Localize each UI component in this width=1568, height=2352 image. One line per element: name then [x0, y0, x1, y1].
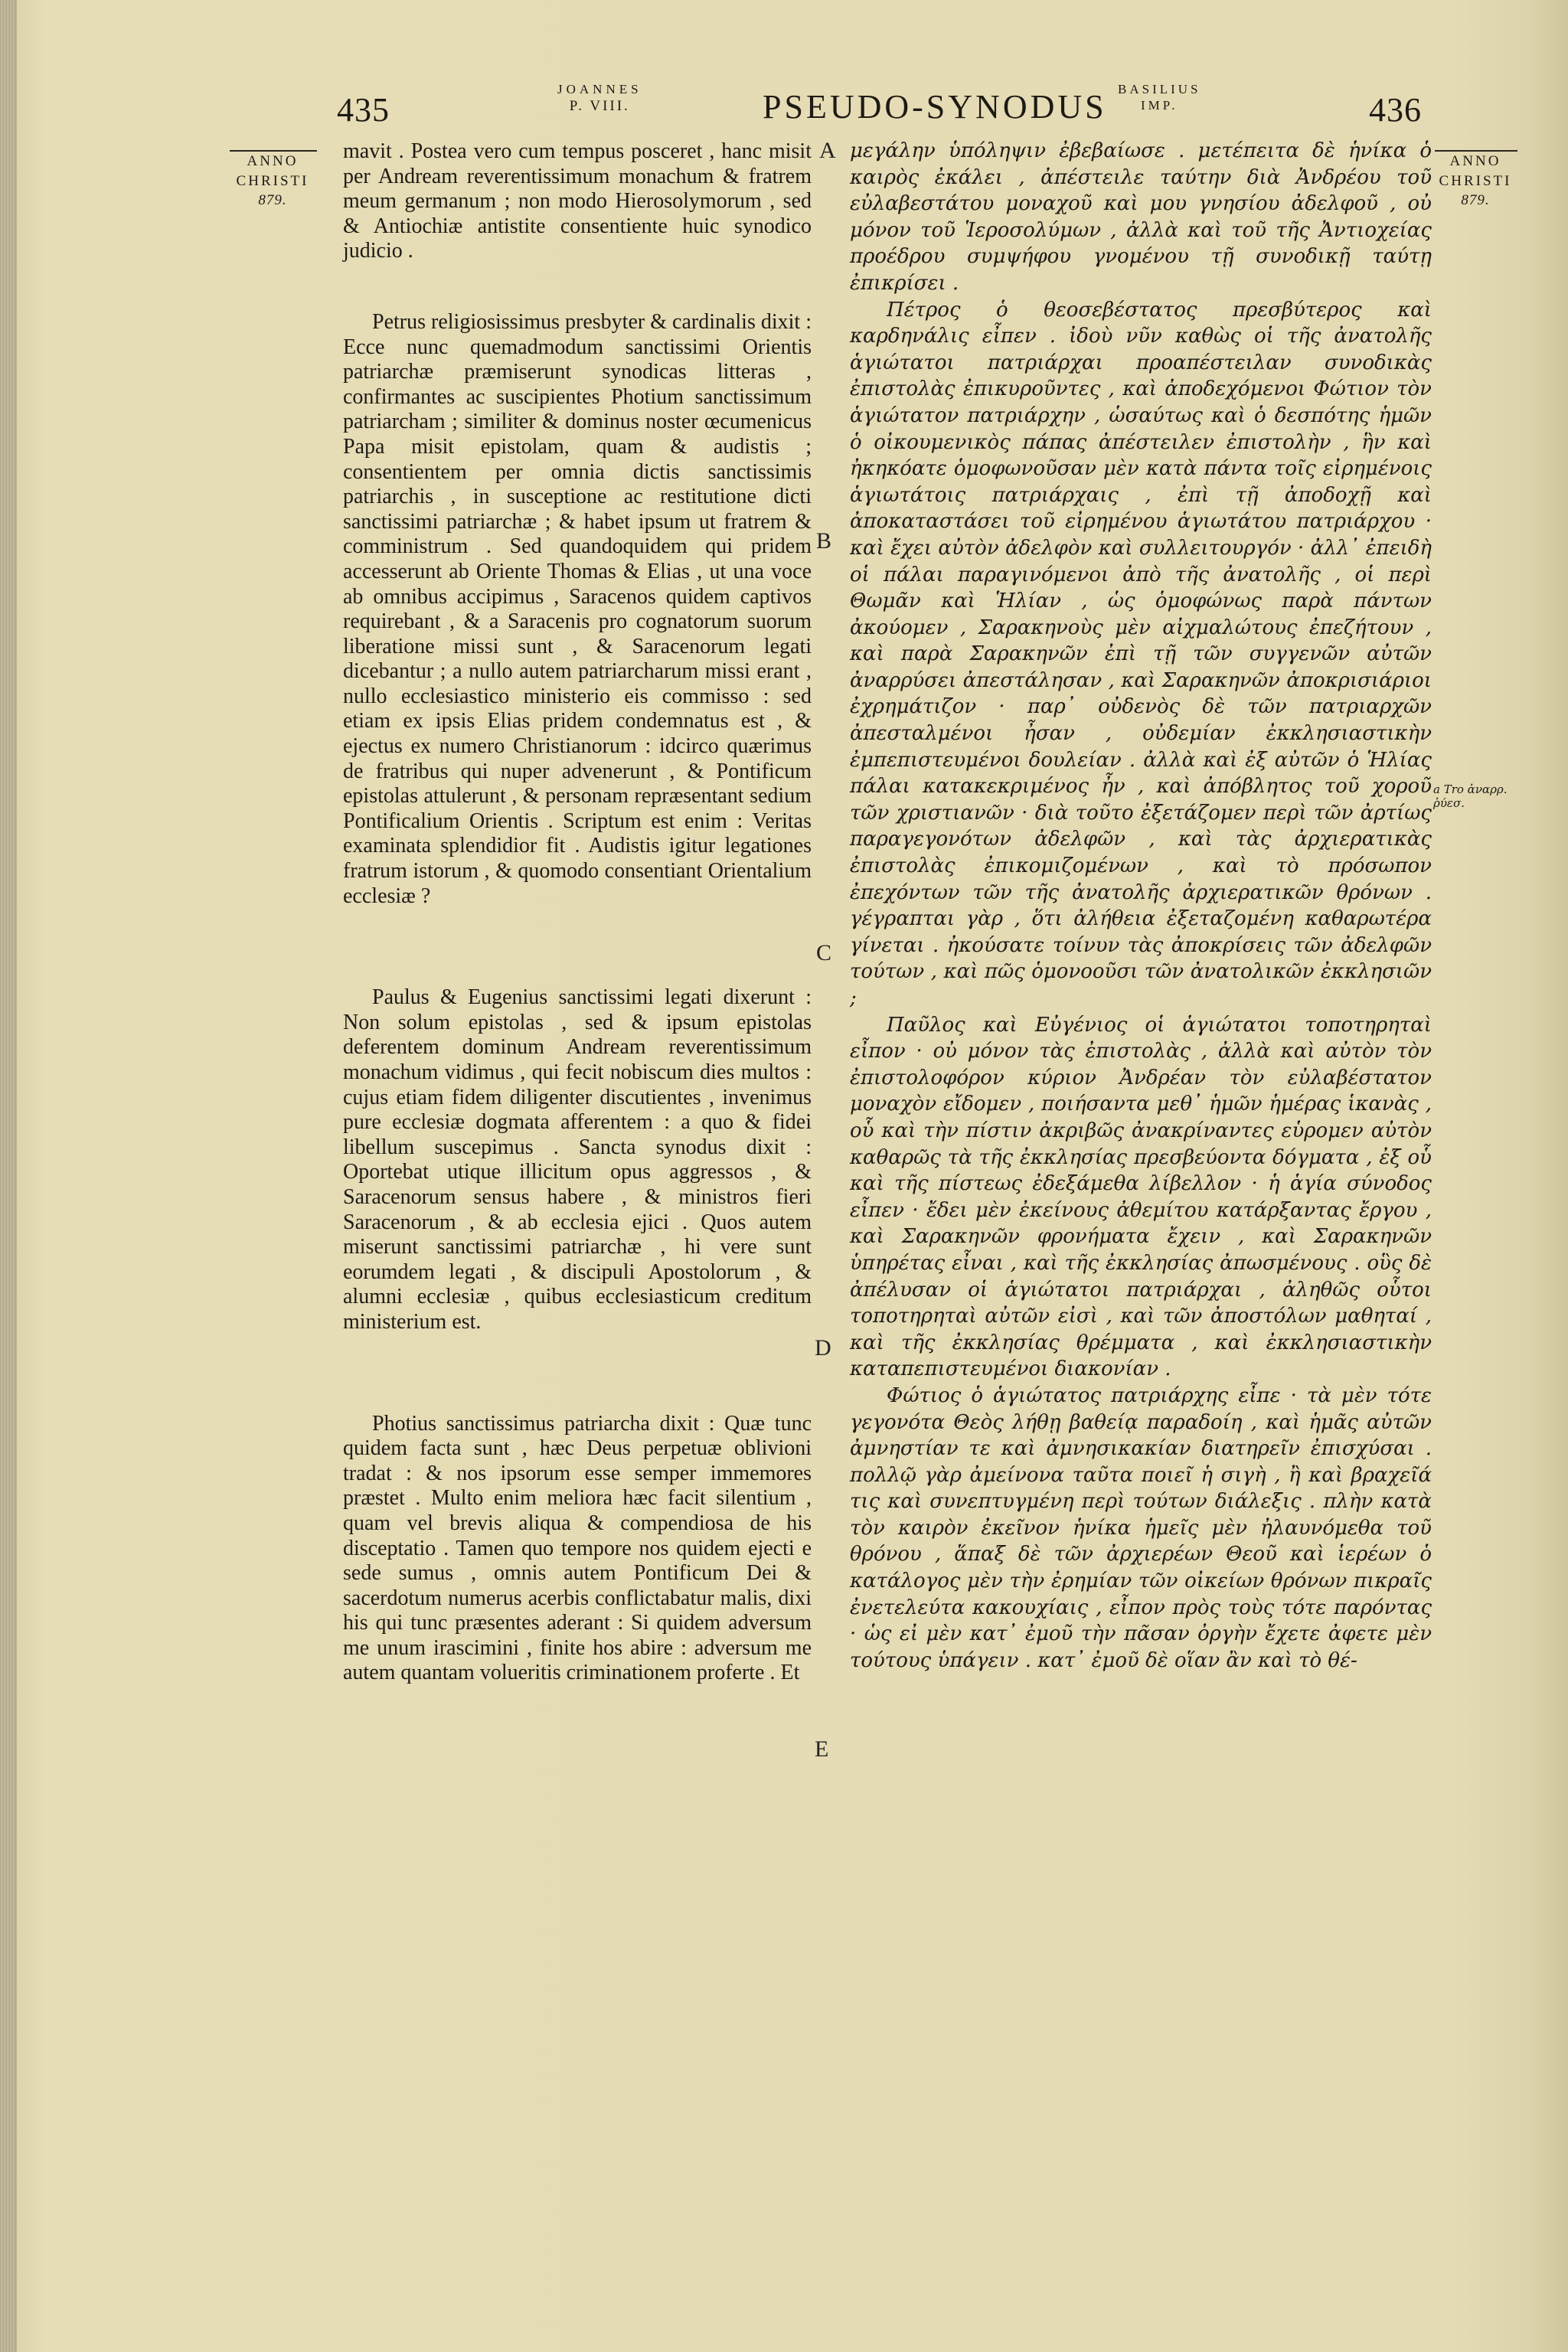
page-edge-stack — [0, 0, 17, 2352]
latin-paragraph-3: Paulus & Eugenius sanctissimi legati dixerunt : Non solum epistolas , sed & ipsum epistolas deferentem dominum Andream reverentissimum monachum vidimus , qui fecit nobiscum dies multos : cujus etiam fidem diligenter discutientes , invenimus pure ecclesiæ dogmata afferentem : a quo & fidei libellum suscepimus . Sancta synodus dixit : Oportebat utique illicitum opus aggressos , & Saracenorum sensus habere , & ministros fieri Saracenorum , & ab ecclesia ejici . Quos autem miserunt sanctissimi patriarchæ , hi vere sunt eorumdem legati , & discipuli Apostolorum , & alumni ecclesiæ , quibus ecclesiasticum creditum ministerium est. — [343, 985, 812, 1334]
latin-paragraph-2: Petrus religiosissimus presbyter & cardinalis dixit : Ecce nunc quemadmodum sanctissimi Orientis patriarchæ præmiserunt synodicas litteras , confirmantes ac suscipientes Photium sanctissimum patriarcham ; similiter & dominus noster œcumenicus Papa misit epistolam, quam & audistis ; consentientem per omnia dictis sanctissimis patriarchis , in susceptione ac restitutione dicti sanctissimi patriarchæ ; & habet ipsum ut fratrem & comministrum . Sed quandoquidem qui pridem accesserunt ab Oriente Thomas & Elias , ut una voce ab omnibus accipimus , Saracenos quidem captivos requirebant , & a Saracenis pro cognatorum suorum liberatione missi sunt , & Saracenorum legati dicebantur ; a nullo autem patriarcharum missi erant , nullo ecclesiastico ministerio eis commisso : sed etiam ex ipsis Elias pridem condemnatus est , & ejectus ex numero Christianorum : idcirco quærimus de fratribus qui nuper advenerunt , & Pontificum epistolas attulerunt , & personam repræsentant sedium Pontificalium Orientis . Scriptum est enim : Veritas examinata splendidior fit . Audistis igitur legationes fratrum istorum , & quomodo consentiant Orientalium ecclesiæ ? — [343, 309, 812, 908]
anno-right-line2: CHRISTI — [1439, 172, 1512, 189]
margin-letter-c: C — [816, 940, 832, 965]
anno-christi-left — [227, 152, 318, 211]
margin-letter-d: D — [815, 1335, 831, 1361]
running-head-right — [1118, 81, 1201, 114]
latin-column — [343, 139, 812, 1686]
latin-paragraph-4: Photius sanctissimus patriarcha dixit : Quæ tunc quidem facta sunt , hæc Deus perpetuæ oblivioni tradat : & nos ipsorum esse semper immemores præstet . Multo enim meliora hæc facit silentium , quam vel brevis aliqua & compendiosa de his disceptatio . Tamen quo tempore nos quidem ejecti e sede sumus , omnis autem Pontificum Dei & sacerdotum numerus acerbis conflictabatur malis, dixi his qui tunc præsentes aderant : Si quidem adversum me unum irascimini , finite hos abire : adversum me autem quantam volueritis criminationem proferte . Et — [343, 1411, 812, 1685]
running-head-left-top: JOANNES — [557, 82, 642, 96]
running-head-left — [557, 81, 642, 116]
running-head-right-bottom: IMP. — [1140, 98, 1178, 113]
anno-left-line1: ANNO — [247, 153, 299, 169]
greek-paragraph-4: Φώτιος ὁ ἁγιώτατος πατριάρχης εἶπε · τὰ μὲν τότε γεγονότα Θεὸς λήθῃ βαθείᾳ παραδοίη , καὶ ἡμᾶς αὐτῶν ἀμνηστίαν τε καὶ ἀμνησικακίαν διατηρεῖν ἐπισχύσαι . πολλῷ γὰρ ἀμείνονα ταῦτα ποιεῖ ἡ σιγὴ , ἢ καὶ βραχεῖά τις καὶ συνεπτυγμένη περὶ τούτων διάλεξις . πλὴν κατὰ τὸν καιρὸν ἐκεῖνον ἡνίκα ἡμεῖς μὲν ἠλαυνόμεθα τοῦ θρόνου , ἅπαξ δὲ τῶν ἀρχιερέων Θεοῦ καὶ ἱερέων ὁ κατάλογος μὲν τὴν ἐρημίαν τῶν οἰκείων θρόνων πικραῖς ἐνετελεύτα κακουχίαις , εἶπον πρὸς τοὺς τότε παρόντας · ὡς εἰ μὲν κατ᾽ ἐμοῦ τὴν πᾶσαν ὀργὴν ἔχετε ἀφετε μὲν τούτους ὑπάγειν . κατ᾽ ἐμοῦ δὲ οἵαν ἂν καὶ τὸ θέ- — [850, 1383, 1432, 1672]
page-number-right: 436 — [1369, 91, 1422, 129]
greek-margin-note: a Tro ἀναρρ. ῥύεσ. — [1433, 782, 1508, 810]
margin-letter-b: B — [816, 528, 832, 554]
page-title: PSEUDO-SYNODUS — [763, 88, 1107, 126]
greek-paragraph-1: μεγάλην ὑπόληψιν ἐβεβαίωσε . μετέπειτα δὲ ἡνίκα ὁ καιρὸς ἐκάλει , ἀπέστειλε ταύτην διὰ Ἀνδρέου τοῦ εὐλαβεστάτου μοναχοῦ καὶ μου γνησίου ἀδελφοῦ , οὐ μόνον τοῦ Ἱεροσολύμων , ἀλλὰ καὶ τοῦ τῆς Ἀντιοχείας προέδρου συμψήφου γνομένου τῇ συνοδικῇ ταύτῃ ἐπικρίσει . — [850, 139, 1432, 295]
anno-right-year: 879. — [1461, 192, 1490, 209]
margin-letter-e: E — [815, 1736, 829, 1762]
anno-left-line2: CHRISTI — [236, 172, 309, 189]
anno-right-line1: ANNO — [1449, 153, 1501, 169]
anno-left-year: 879. — [258, 192, 287, 209]
greek-paragraph-2: Πέτρος ὁ θεοσεβέστατος πρεσβύτερος καὶ καρδηνάλις εἶπεν . ἰδοὺ νῦν καθὼς οἱ τῆς ἀνατολῆς ἁγιώτατοι πατριάρχαι προαπέστειλαν συνοδικὰς ἐπιστολὰς ἐπικυροῦντες , καὶ ἀποδεχόμενοι Φώτιον τὸν ἁγιώτατον πατριάρχην , ὡσαύτως καὶ ὁ δεσπότης ἡμῶν ὁ οἰκουμενικὸς πάπας ἀπέστειλεν ἐπιστολὴν , ἣν καὶ ἠκηκόατε ὁμοφωνοῦσαν μὲν κατὰ πάντα τοῖς εἰρημένοις ἁγιωτάτοις πατριάρχαις , ἐπὶ τῇ ἀποδοχῇ καὶ ἀποκαταστάσει τοῦ εἰρημένου ἁγιωτάτου πατριάρχου · καὶ ἔχει αὐτὸν ἀδελφὸν καὶ συλλειτουργόν · ἀλλ᾽ ἐπειδὴ οἱ πάλαι παραγινόμενοι ἀπὸ τῆς ἀνατολῆς , οἱ περὶ Θωμᾶν καὶ Ἡλίαν , ὡς ὁμοφώνως παρὰ πάντων ἀκούομεν , Σαρακηνοὺς μὲν αἰχμαλώτους ἐπεζήτουν , καὶ παρὰ Σαρακηνῶν ἐπὶ τῇ τῶν συγγενῶν αὐτῶν ἀναρρύσει ἀπεστάλησαν , καὶ Σαρακηνῶν ἀποκρισιάριοι ἐχρημάτιζον · παρ᾽ οὐδενὸς δὲ τῶν πατριαρχῶν ἀπεσταλμένοι ἦσαν , οὐδεμίαν ἐκκλησιαστικὴν ἐμπεπιστευμένοι δουλείαν . ἀλλὰ καὶ ἐξ αὐτῶν ὁ Ἡλίας πάλαι κατακεκριμένος ἦν , καὶ ἀπόβλητος τοῦ χοροῦ τῶν χριστιανῶν · διὰ τοῦτο ἐξετάζομεν περὶ τῶν ἀρτίως παραγεγονότων ἀδελφῶν , καὶ τὰς ἀρχιερατικὰς ἐπιστολὰς ἐπικομιζομένων , καὶ τὸ πρόσωπον ἐπεχόντων τῶν τῆς ἀνατολῆς ἀρχιερατικῶν θρόνων . γέγραπται γὰρ , ὅτι ἀλήθεια ἐξεταζομένη καθαρωτέρα γίνεται . ἠκούσατε τοίνυν τὰς ἀποκρίσεις τῶν ἀδελφῶν τούτων , καὶ πῶς ὁμονοοῦσι τῶν ἀνατολικῶν ἐκκλησιῶν ; — [850, 298, 1432, 1010]
running-head-right-top: BASILIUS — [1118, 82, 1201, 96]
margin-letter-a: A — [819, 138, 836, 163]
page-number-left: 435 — [337, 91, 390, 129]
anno-christi-right — [1433, 152, 1517, 211]
running-head-left-bottom: P. VIII. — [569, 98, 630, 115]
greek-column — [850, 138, 1432, 1674]
latin-paragraph-1: mavit . Postea vero cum tempus posceret , hanc misit per Andream reverentissimum monachum & fratrem meum germanum ; non modo Hierosolymorum , sed & Antiochiæ antistite consentiente huic synodico judicio . — [343, 139, 812, 263]
greek-paragraph-3: Παῦλος καὶ Εὐγένιος οἱ ἁγιώτατοι τοποτηρηταὶ εἶπον · οὐ μόνον τὰς ἐπιστολὰς , ἀλλὰ καὶ αὐτὸν τὸν ἐπιστολοφόρον κύριον Ἀνδρέαν τὸν εὐλαβέστατον μοναχὸν εἴδομεν , ποιήσαντα μεθ᾽ ἡμῶν ἡμέρας ἱκανὰς , οὗ καὶ τὴν πίστιν ἀκριβῶς ἀνακρίναντες εὑρομεν αὐτὸν καθαρῶς τὰ τῆς ἐκκλησίας πρεσβεύοντα δόγματα , ἐξ οὗ καὶ τῆς πίστεως ἐδεξάμεθα λίβελλον · ἡ ἁγία σύνοδος εἶπεν · ἔδει μὲν ἐκείνους ἀθεμίτου κατάρξαντας ἔργου , καὶ Σαρακηνῶν φρονήματα ἔχειν , καὶ Σαρακηνῶν ὑπηρέτας εἶναι , καὶ τῆς ἐκκλησίας ἀπωσμένους . οὓς δὲ ἀπέλυσαν οἱ ἁγιώτατοι πατριάρχαι , ἀληθῶς οὗτοι τοποτηρηταὶ αὐτῶν εἰσὶ , καὶ τῶν ἀποστόλων μαθηταί , καὶ τῆς ἐκκλησίας θρέμματα , καὶ ἐκκλησιαστικὴν καταπεπιστευμένοι διακονίαν . — [850, 1013, 1432, 1381]
